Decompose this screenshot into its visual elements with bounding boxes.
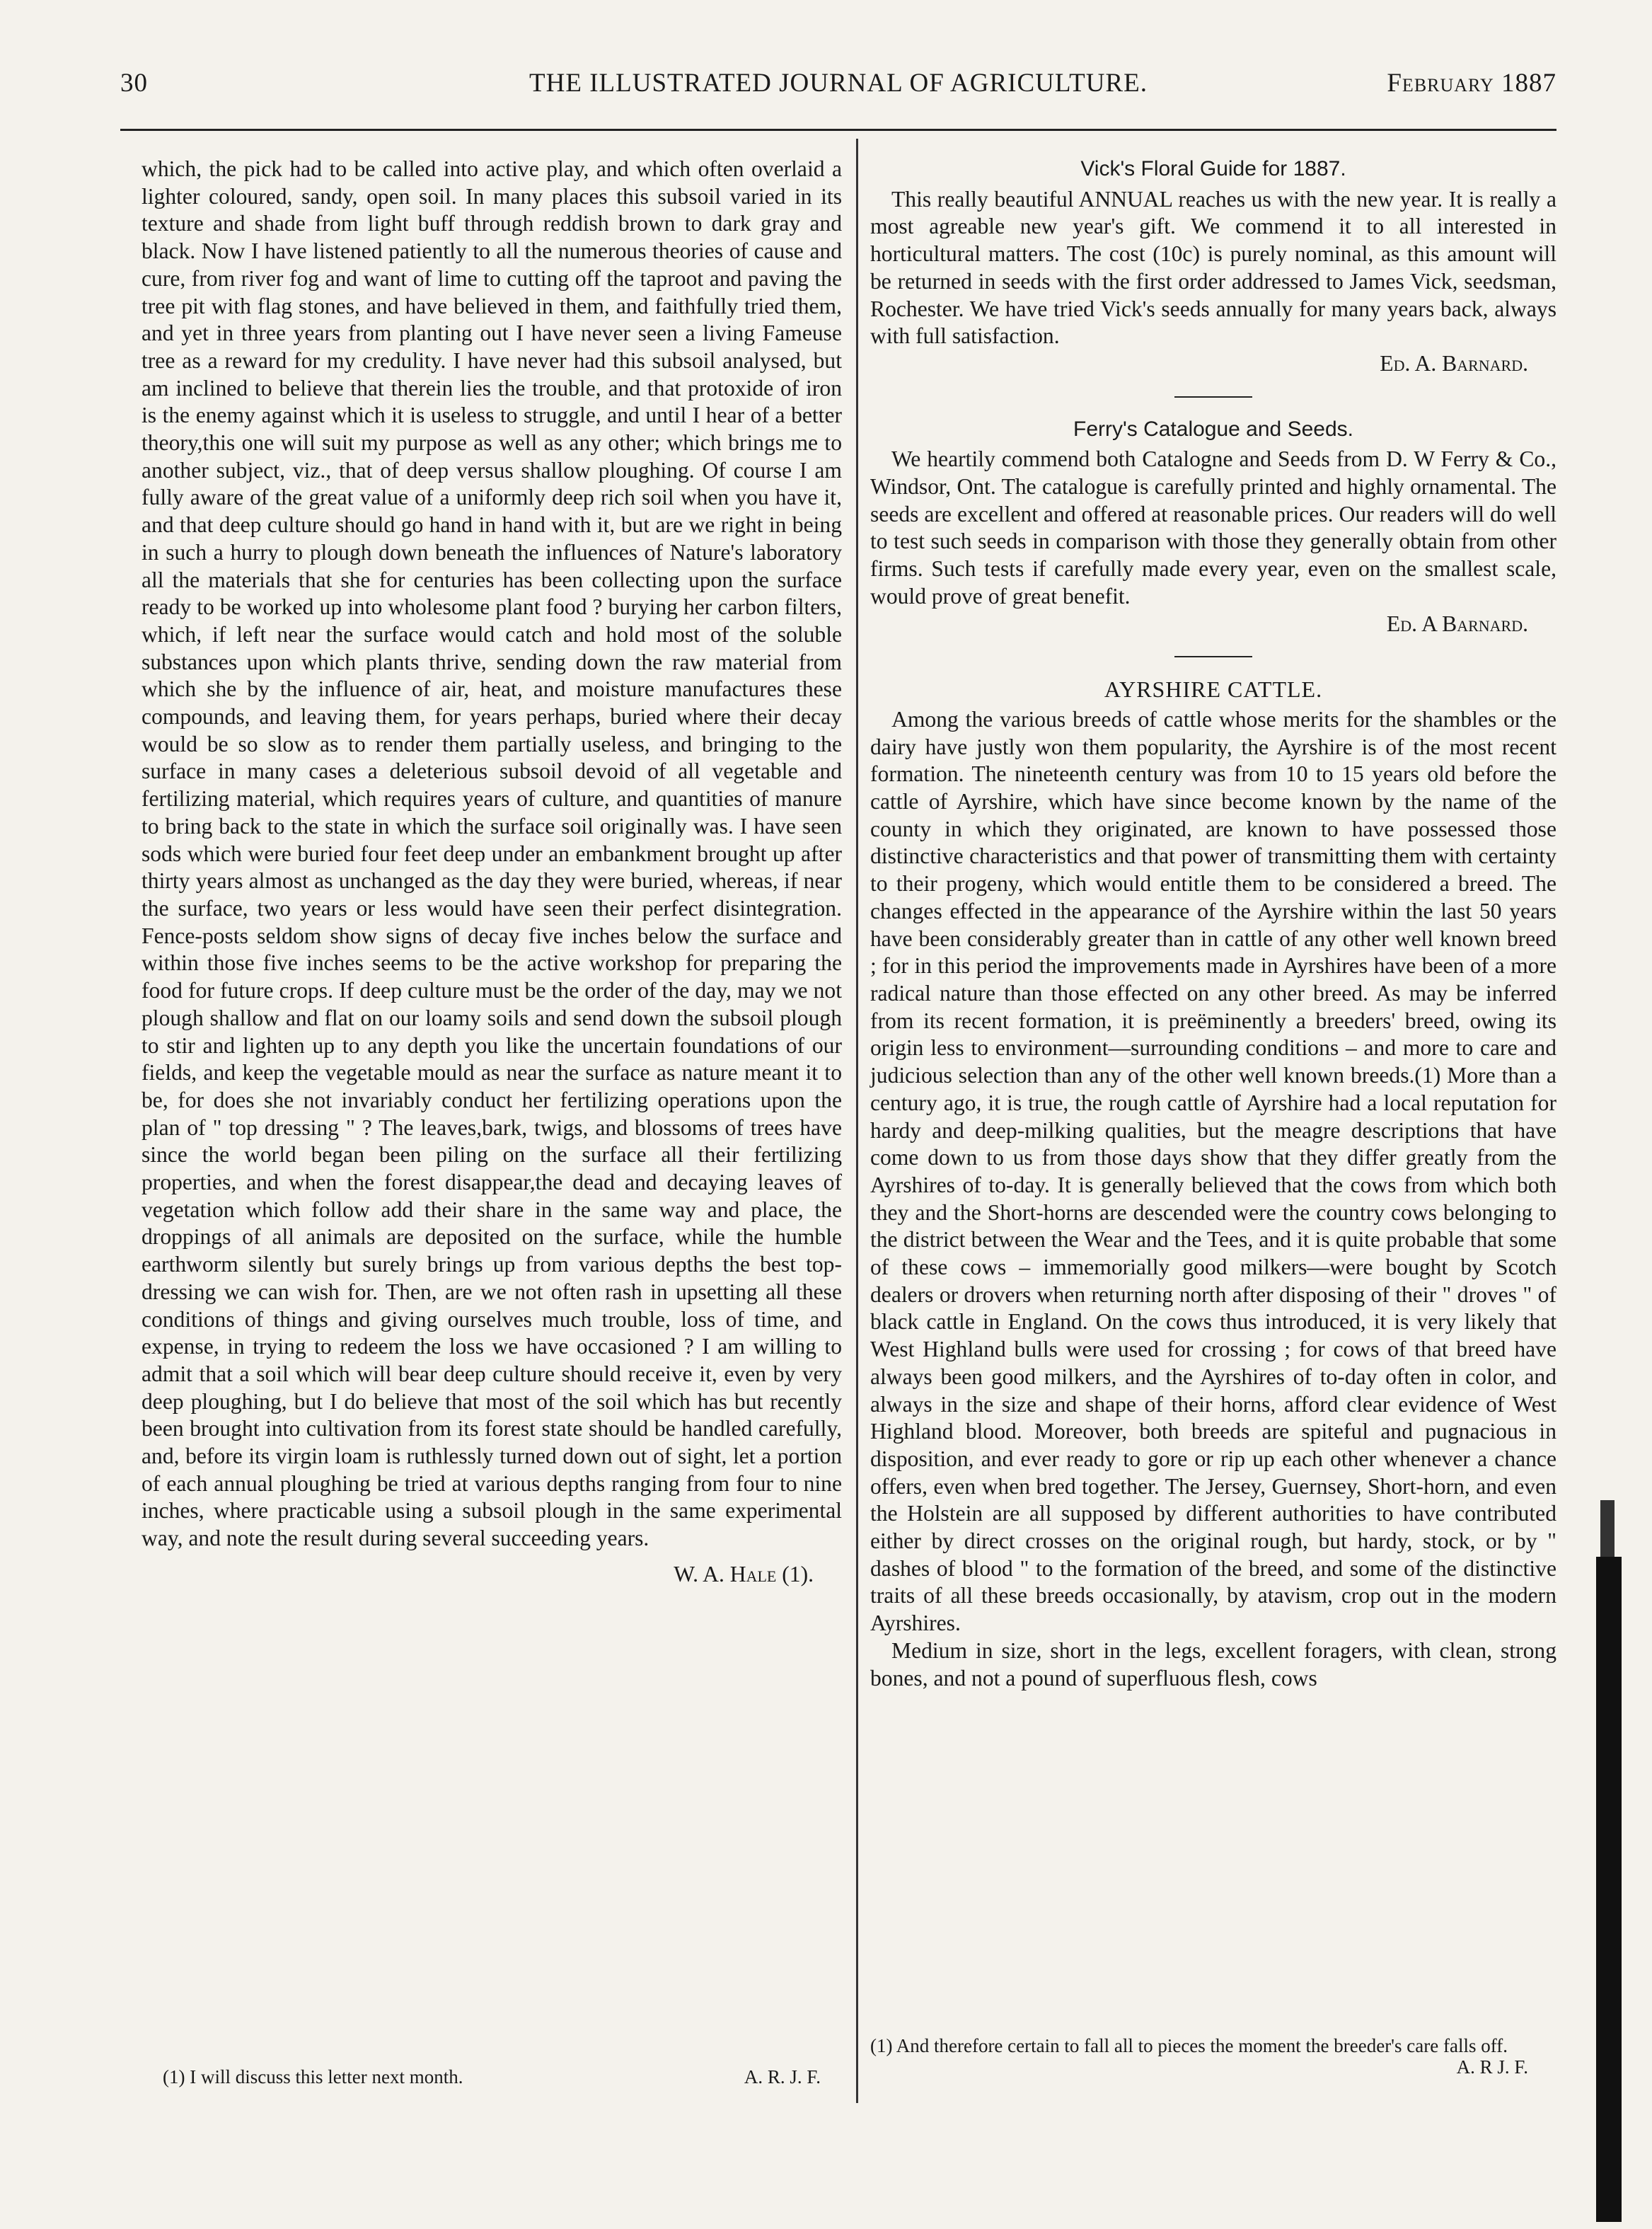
scan-edge-shadow — [1596, 1557, 1622, 2222]
ayrshire-title: AYRSHIRE CATTLE. — [1104, 676, 1323, 703]
section-separator — [1174, 656, 1252, 657]
page-number: 30 — [120, 69, 148, 98]
page-header — [120, 68, 1556, 117]
right-footnote-signature: A. R J. F. — [1456, 2056, 1528, 2078]
left-footnote-text: (1) I will discuss this letter next month. — [163, 2066, 463, 2087]
right-footnote — [870, 2035, 1556, 2078]
ferry-title: Ferry's Catalogue and Seeds. — [1073, 417, 1353, 441]
ayrshire-paragraph-2: Medium in size, short in the legs, excellent foragers, with clean, strong bones, and not a pound of superfluous flesh, cows — [870, 1637, 1556, 1691]
left-article-signature: W. A. Hale (1). — [674, 1561, 814, 1586]
issue-date: February 1887 — [1387, 69, 1556, 98]
scan-edge-shadow — [1600, 1500, 1615, 1564]
header-rule — [120, 129, 1556, 131]
ferry-signature: Ed. A Barnard. — [1386, 611, 1528, 636]
left-footnote — [163, 2066, 842, 2087]
left-article-text: which, the pick had to be called into active play, and which often overlaid a lighter coloured, sandy, open soil. In many places this subsoil varied in its texture and shade from light buff through reddish brown to dark gray and black. Now I have listened patiently to all the numerous theories of cause and cure, from river fog and want of lime to cutting off the taproot and paving the tree pit with flag stones, and have believed in them, and faithfully tried them, and yet in three years from planting out I have never seen a living Fameuse tree as a reward for my credulity. I have never had this subsoil analysed, but am inclined to believe that therein lies the trouble, and that protoxide of iron is the enemy against which it is useless to struggle, and until I hear of a better theory,this one will suit my purpose as well as any other; which brings me to another subject, viz., that of deep versus shallow ploughing. Of course I am fully aware of the great value of a uniformly deep rich soil when you have it, and that deep culture should go hand in hand with it, but are we right in being in such a hurry to plough down beneath the influences of Nature's laboratory all the materials that she for centuries has been collecting upon the surface ready to be worked up into wholesome plant food ? burying her carbon filters, which, if left near the surface would catch and hold most of the soluble substances upon which plants thrive, sending down the raw material from which she by the influence of air, heat, and moisture manufactures these compounds, and leaving them, for years perhaps, buried where their decay would be so slow as to render them partially useless, and bringing to the surface in many cases a deleterious subsoil devoid of all vegetable and fertilizing material, which requires years of culture, and quantities of manure to bring back to the state in which the surface soil originally was. I have seen sods which were buried four feet deep under an embankment brought up after thirty years almost as unchanged as the day they were buried, whereas, if near the surface, two years or less would have seen their perfect disintegration. Fence-posts seldom show signs of decay five inches below the surface and within those five inches seems to be the active workshop for preparing the food for future crops. If deep culture must be the order of the day, may we not plough shallow and flat on our loamy soils and send down the subsoil plough to stir and lighten up to any depth you like the uncertain foundations of our fields, and keep the vegetable mould as near the surface as nature meant it to be, for does she not invariably conduct her fertilizing operations upon the plan of " top dressing " ? The leaves,bark, twigs, and blossoms of trees have since the world began been piling on the surface all their fertilizing properties, and when the forest disappear,the dead and decaying leaves of vegetation which follow add their share in the same way and place, the droppings of all animals are deposited on the surface, while the humble earthworm silently but surely brings up from various depths the best top-dressing we can wish for. Then, are we not often rash in upsetting all these conditions of things and giving ourselves much trouble, loss of time, and expense, in trying to redeem the loss we have occasioned ? I am willing to admit that a soil which will bear deep culture should receive it, even by very deep ploughing, but I do believe that most of the soil which has but recently been brought into cultivation from its forest state should be handled carefully, and, before its virgin loam is ruthlessly turned down out of sight, let a portion of each annual ploughing be tried at various depths ranging from four to nine inches, where practicable using a subsoil plough in the same experimental way, and note the result during several succeeding years. — [141, 156, 842, 1551]
right-column — [870, 156, 1556, 1692]
vick-signature: Ed. A. Barnard. — [1380, 350, 1528, 376]
ferry-text: We heartily commend both Catalogne and Seeds from D. W Ferry & Co., Windsor, Ont. The catalogue is carefully printed and highly ornamental. The seeds are excellent and offered at reasonable prices. Our readers will do well to test such seeds in comparison with those they generally obtain from other firms. Such tests if carefully made every year, even on the smallest scale, would prove of great benefit. — [870, 447, 1556, 609]
vick-text: This really beautiful ANNUAL reaches us with the new year. It is really a most agreable new year's gift. We commend it to all interested in horticultural matters. The cost (10c) is purely nominal, as this amount will be returned in seeds with the first order addressed to James Vick, seedsman, Rochester. We have tried Vick's seeds annually for many years back, always with full satisfaction. — [870, 186, 1556, 349]
column-divider — [856, 139, 858, 2103]
left-column — [141, 156, 842, 1589]
journal-title: THE ILLUSTRATED JOURNAL OF AGRICULTURE. — [529, 69, 1148, 98]
ayrshire-paragraph-1: Among the various breeds of cattle whose merits for the shambles or the dairy have justly won them popularity, the Ayrshire is of the most recent formation. The nineteenth century was from 10 to 15 years old before the cattle of Ayrshire, which have since become known by the name of the county in which they originated, are known to have possessed those distinctive characteristics and that power of transmitting them with certainty to their progeny, which would entitle them to be considered a breed. The changes effected in the appearance of the Ayrshire within the last 50 years have been considerably greater than in cattle of any other well known breed ; for in this period the improvements made in Ayrshires have been of a more radical nature than those effected on any other breed. As may be inferred from its recent formation, it is preëminently a breeders' breed, owing its origin less to environment—surrounding conditions – and more to care and judicious selection than any of the other well known breeds.(1) More than a century ago, it is true, the rough cattle of Ayrshire had a local reputation for hardy and deep-milking qualities, but the meagre descriptions that have come down to us from those days show that they differ greatly from the Ayrshires of to-day. It is generally believed that the cows from which both they and the Short-horns are descended were the country cows belonging to the district between the Wear and the Tees, and it is quite probable that some of these cows – immemorially good milkers—were bought by Scotch dealers or drovers when returning north after disposing of their " droves " of black cattle in England. On the cows thus introduced, it is very likely that West Highland bulls were used for crossing ; for cows of that breed have always been good milkers, and the Ayrshires of to-day often in color, and always in the size and shape of their horns, afford clear evidence of West Highland blood. Moreover, both breeds are spiteful and pugnacious in disposition, and ever ready to gore or rip up each other whenever a chance offers, even when bred together. The Jersey, Guernsey, Short-horn, and even the Holstein are all supposed by different authorities to have contributed either by direct crosses on the original rough, but hardy, stock, or by " dashes of blood " to the formation of the breed, and some of the distinctive traits of all these breeds occasionally, by atavism, crop out in the modern Ayrshires. — [870, 706, 1556, 1636]
right-footnote-text: (1) And therefore certain to fall all to pieces the moment the breeder's care falls off. — [870, 2035, 1508, 2056]
left-footnote-signature: A. R. J. F. — [744, 2066, 821, 2087]
section-separator — [1174, 396, 1252, 398]
vick-title: Vick's Floral Guide for 1887. — [1080, 157, 1346, 180]
